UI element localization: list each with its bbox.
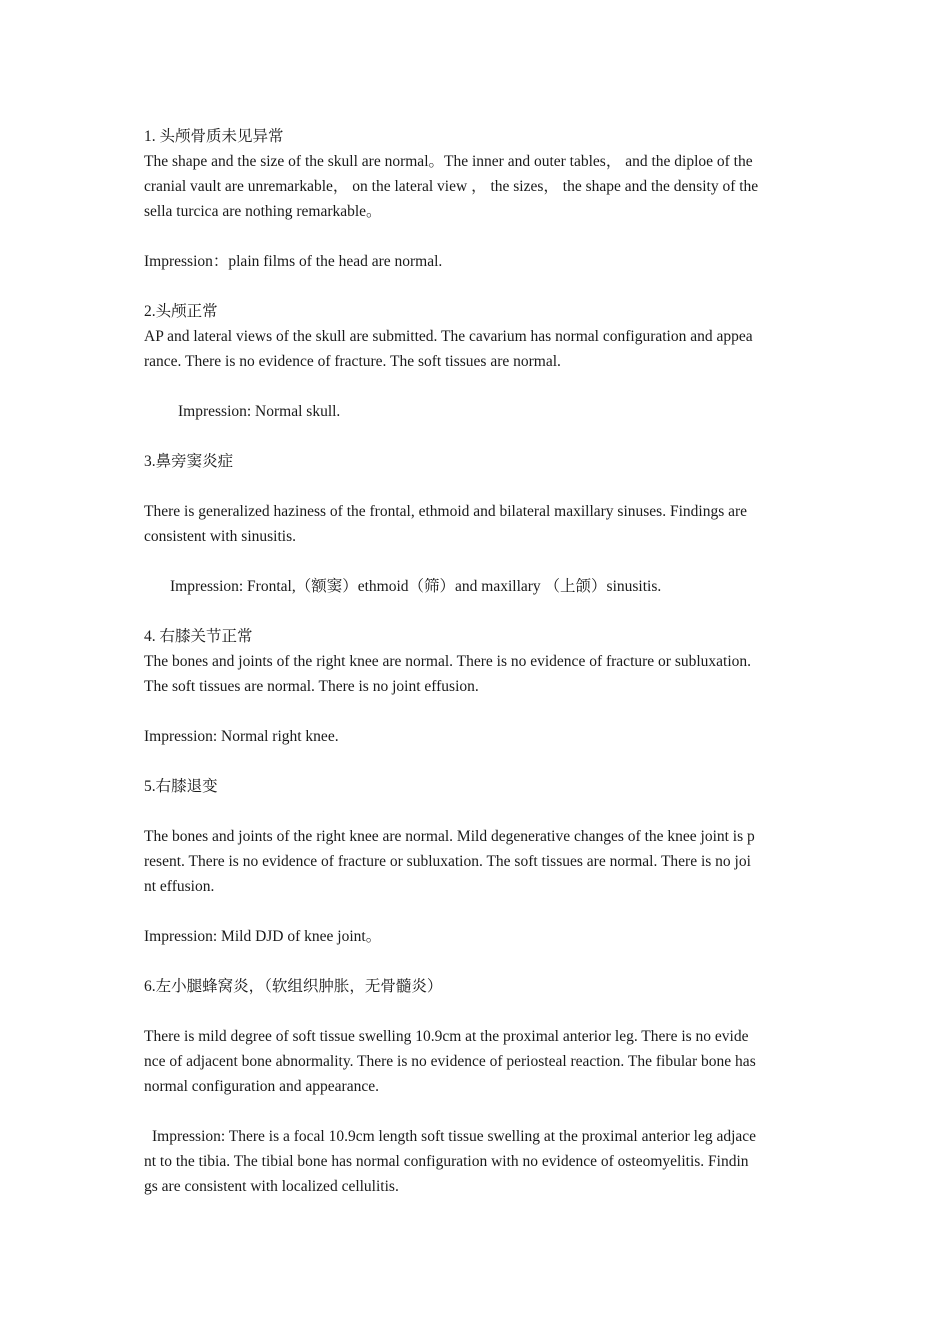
section-5-impression: Impression: Mild DJD of knee joint。 bbox=[144, 928, 382, 945]
section-5-body-line: resent. There is no evidence of fracture or subluxation. The soft tissues are normal. There is no joi bbox=[144, 853, 751, 870]
section-3-impression: Impression: Frontal,（额窦）ethmoid（筛）and maxillary （上颌）sinusitis. bbox=[170, 578, 662, 595]
section-2-body-line: rance. There is no evidence of fracture. The soft tissues are normal. bbox=[144, 353, 561, 370]
blank-line bbox=[144, 999, 810, 1024]
section-6-body-line: nce of adjacent bone abnormality. There is no evidence of periosteal reaction. The fibular bone has bbox=[144, 1053, 756, 1070]
blank-line bbox=[144, 799, 810, 824]
blank-line bbox=[144, 549, 810, 574]
section-3-heading: 3.鼻旁窦炎症 bbox=[144, 453, 234, 470]
section-4-body-line: The soft tissues are normal. There is no joint effusion. bbox=[144, 678, 479, 695]
section-3-body-line: There is generalized haziness of the frontal, ethmoid and bilateral maxillary sinuses. Findings are bbox=[144, 503, 748, 520]
section-2-body-line: AP and lateral views of the skull are submitted. The cavarium has normal configuration and appea bbox=[144, 328, 753, 345]
blank-line bbox=[144, 599, 810, 624]
section-6-body-line: normal configuration and appearance. bbox=[144, 1078, 379, 1095]
section-3-body-line: consistent with sinusitis. bbox=[144, 528, 296, 545]
section-1-body-line: sella turcica are nothing remarkable。 bbox=[144, 203, 382, 220]
blank-line bbox=[144, 699, 810, 724]
section-4-heading: 4. 右膝关节正常 bbox=[144, 628, 253, 645]
section-1-body-line: The shape and the size of the skull are normal。The inner and outer tables， and the diploe of the bbox=[144, 153, 753, 170]
section-4-impression: Impression: Normal right knee. bbox=[144, 728, 339, 745]
blank-line bbox=[144, 474, 810, 499]
blank-line bbox=[144, 424, 810, 449]
blank-line bbox=[144, 1099, 810, 1124]
section-6-heading: 6.左小腿蜂窝炎，（软组织肿胀，无骨髓炎） bbox=[144, 978, 443, 995]
section-5-body-line: nt effusion. bbox=[144, 878, 215, 895]
document-body bbox=[144, 124, 810, 1199]
blank-line bbox=[144, 374, 810, 399]
blank-line bbox=[144, 224, 810, 249]
blank-line bbox=[144, 749, 810, 774]
section-2-impression: Impression: Normal skull. bbox=[178, 403, 341, 420]
section-4-body-line: The bones and joints of the right knee are normal. There is no evidence of fracture or subluxation. bbox=[144, 653, 752, 670]
section-6-impression-line: gs are consistent with localized cellulitis. bbox=[144, 1178, 399, 1195]
section-1-body-line: cranial vault are unremarkable， on the lateral view ， the sizes， the shape and the density of the bbox=[144, 178, 759, 195]
blank-line bbox=[144, 274, 810, 299]
section-1-impression: Impression：plain films of the head are normal. bbox=[144, 253, 443, 270]
section-6-impression-line: Impression: There is a focal 10.9cm length soft tissue swelling at the proximal anterior leg adjace bbox=[152, 1128, 757, 1145]
blank-line bbox=[144, 949, 810, 974]
section-6-body-line: There is mild degree of soft tissue swelling 10.9cm at the proximal anterior leg. There is no evide bbox=[144, 1028, 749, 1045]
section-5-heading: 5.右膝退变 bbox=[144, 778, 218, 795]
section-1-heading: 1. 头颅骨质未见异常 bbox=[144, 128, 284, 145]
blank-line bbox=[144, 899, 810, 924]
section-5-body-line: The bones and joints of the right knee are normal. Mild degenerative changes of the knee joint is p bbox=[144, 828, 755, 845]
section-6-impression-line: nt to the tibia. The tibial bone has normal configuration with no evidence of osteomyelitis. Findin bbox=[144, 1153, 749, 1170]
section-2-heading: 2.头颅正常 bbox=[144, 303, 218, 320]
